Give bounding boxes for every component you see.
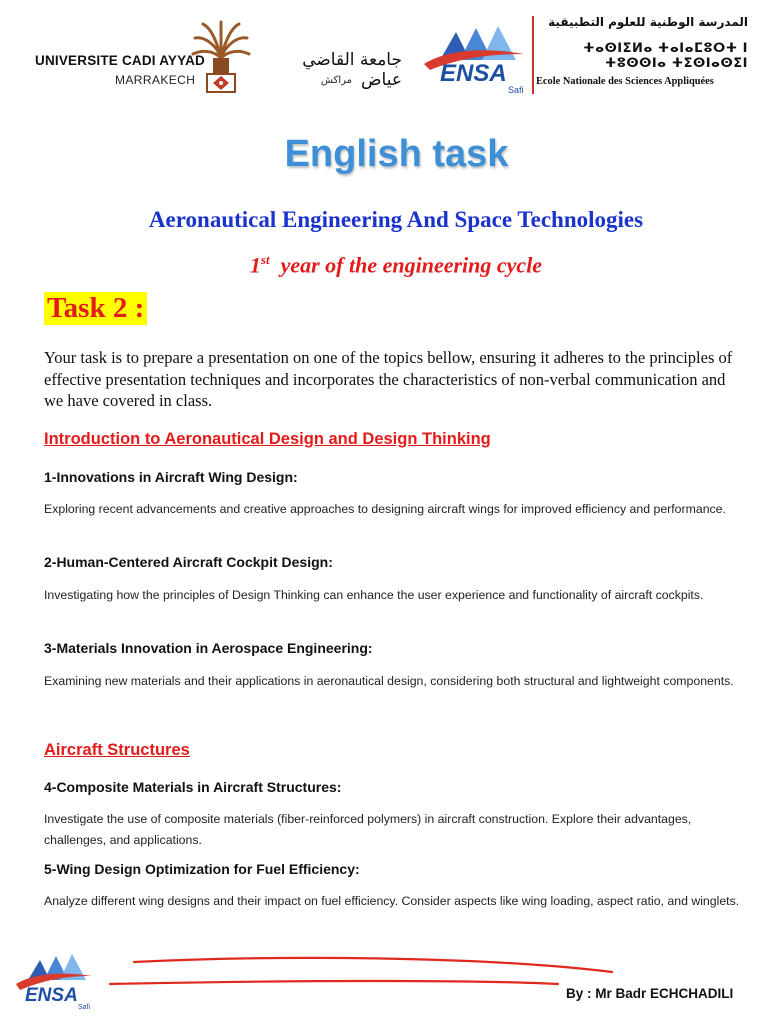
- footer-author: By : Mr Badr ECHCHADILI: [566, 986, 734, 1001]
- ensa-logo-sub: Safi: [508, 85, 524, 95]
- uca-name-latin: UNIVERSITE CADI AYYAD: [35, 53, 205, 68]
- topic-title: 2-Human-Centered Aircraft Cockpit Design:: [44, 554, 333, 570]
- topic-description: Analyze different wing designs and their impact on fuel efficiency. Consider aspects like wing loading, aspect ratio, and winglets.: [44, 894, 740, 908]
- uca-city-latin: MARRAKECH: [115, 73, 196, 87]
- topic-description: Investigating how the principles of Design Thinking can enhance the user experience and functionality of aircraft cockpits.: [44, 588, 704, 602]
- document-subtitle: Aeronautical Engineering And Space Technologies: [148, 207, 644, 232]
- year-text: year of the engineering cycle: [269, 252, 543, 278]
- year-suffix: st: [260, 252, 270, 267]
- section-heading: Aircraft Structures: [44, 741, 190, 759]
- topic-title: 4-Composite Materials in Aircraft Structures:: [44, 779, 342, 795]
- ensa-name-arabic: المدرسة الوطنية للعلوم التطبيقية: [548, 15, 748, 29]
- footer-logo-text: ENSA: [25, 985, 78, 1006]
- document-title: English task: [284, 133, 509, 175]
- topic-title: 1-Innovations in Aircraft Wing Design:: [44, 469, 298, 485]
- section-heading: Introduction to Aeronautical Design and Design Thinking: [44, 430, 491, 448]
- ensa-name-tifinagh: ⵜⴰⵙⵏⵉⵍⴰ ⵜⴰⵏⴰⵎⵓⵔⵜ ⵏ ⵜⵓⵙⵙⵏⴰ ⵜⵉⵙⵏⴰⵙⵉⵏ: [583, 41, 748, 71]
- ensa-name-french: Ecole Nationale des Sciences Appliquées: [536, 76, 714, 87]
- header-divider: [532, 16, 534, 94]
- topic-title: 5-Wing Design Optimization for Fuel Efficiency:: [44, 861, 360, 877]
- footer-swoosh-lines: [100, 950, 768, 1010]
- footer-logo-sub: Safi: [78, 1004, 91, 1011]
- task-label: Task 2 :: [44, 292, 147, 325]
- topic-description: Exploring recent advancements and creative approaches to designing aircraft wings for improved efficiency and performance.: [44, 502, 726, 516]
- topic-title: 3-Materials Innovation in Aerospace Engineering:: [44, 640, 373, 656]
- uca-city-arabic: مراكش: [320, 75, 352, 86]
- uca-emblem-icon: [187, 18, 255, 98]
- uca-name-arabic: جامعة القاضي عياض: [302, 50, 402, 90]
- ensa-logo-text: ENSA: [440, 60, 507, 87]
- topic-description: Investigate the use of composite materials (fiber-reinforced polymers) in aircraft construction. Explore their advantages, challenges, and applications.: [44, 812, 692, 847]
- year-line: [0, 252, 768, 278]
- year-ordinal: 1: [249, 252, 261, 278]
- topic-description: Examining new materials and their applications in aeronautical design, considering both structural and lightweight components.: [44, 674, 734, 688]
- task-intro: Your task is to prepare a presentation on one of the topics bellow, ensuring it adheres to the principles of effective presentation techniques and incorporates the characteristics of non-verbal communication and we have covered in class.: [44, 348, 733, 410]
